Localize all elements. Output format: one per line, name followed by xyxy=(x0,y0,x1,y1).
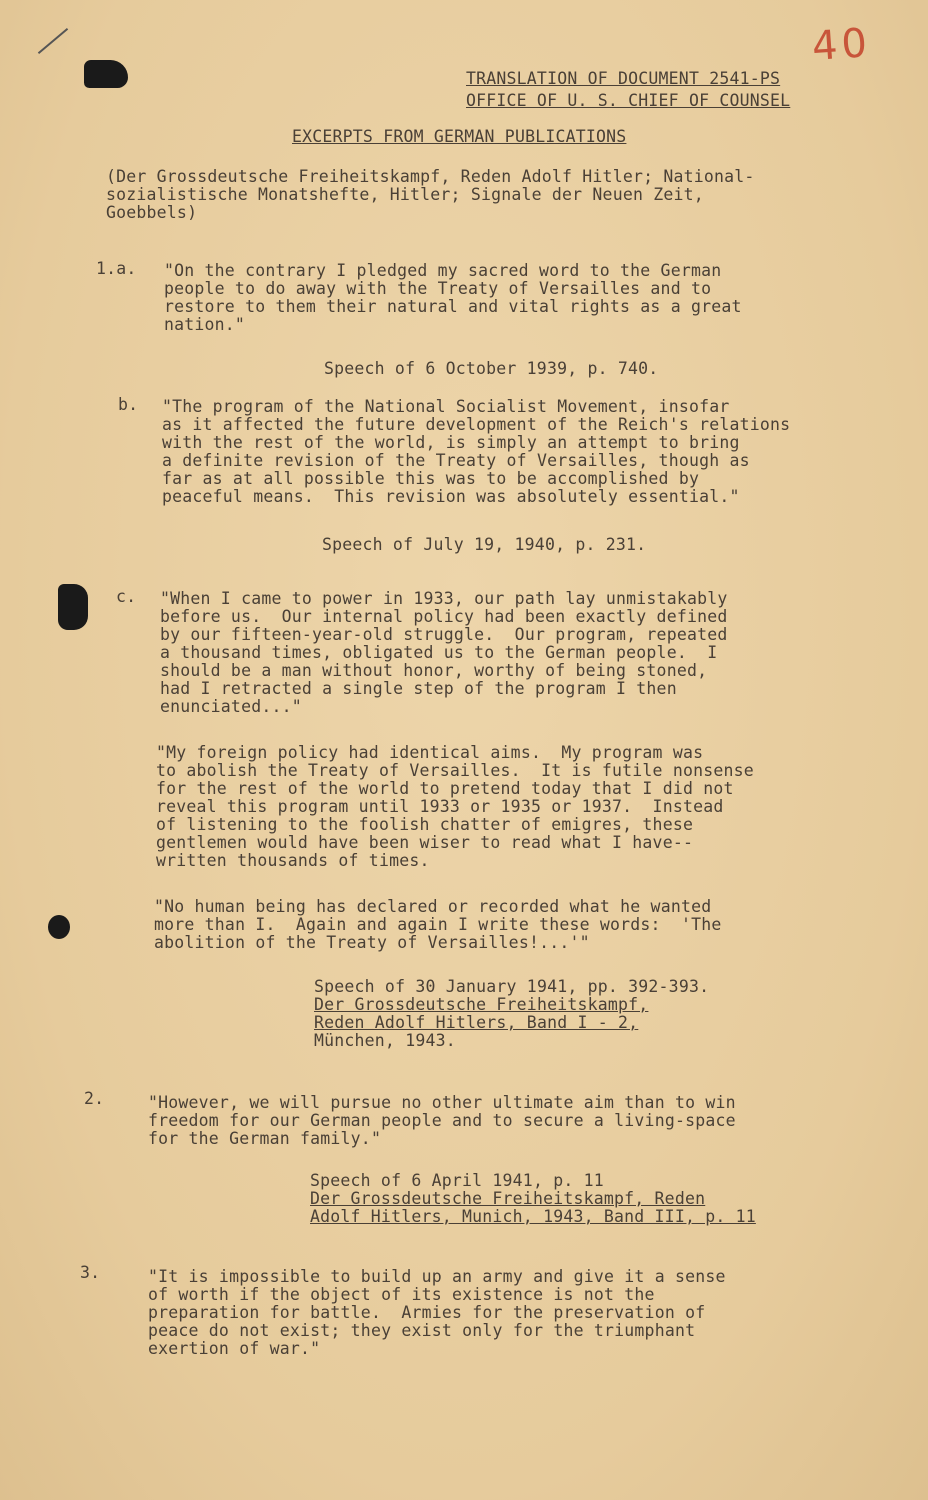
document-title: EXCERPTS FROM GERMAN PUBLICATIONS xyxy=(292,127,627,146)
citation: Speech of 6 October 1939, p. 740. xyxy=(324,359,659,378)
pencil-mark xyxy=(38,28,68,54)
citation-block xyxy=(310,1172,756,1226)
excerpt-line: had I retracted a single step of the program I then xyxy=(160,679,677,698)
sources-line: sozialistische Monatshefte, Hitler; Signale der Neuen Zeit, xyxy=(106,185,704,204)
excerpt-3-text xyxy=(148,1268,726,1358)
excerpt-line: "The program of the National Socialist Movement, insofar xyxy=(162,397,730,416)
punch-hole-top xyxy=(84,60,128,88)
excerpt-line: preparation for battle. Armies for the preservation of xyxy=(148,1303,706,1322)
excerpt-1c-paragraph-3 xyxy=(154,898,722,952)
excerpt-line: to abolish the Treaty of Versailles. It is futile nonsense xyxy=(156,761,754,780)
excerpt-line: with the rest of the world, is simply an attempt to bring xyxy=(162,433,740,452)
punch-hole-bottom xyxy=(48,915,70,939)
citation: Reden Adolf Hitlers, Band I - 2, xyxy=(314,1013,639,1032)
excerpt-line: written thousands of times. xyxy=(156,851,430,870)
excerpt-1c-text xyxy=(160,590,728,716)
header-line-1: TRANSLATION OF DOCUMENT 2541-PS xyxy=(466,69,781,88)
excerpt-line: for the rest of the world to pretend today that I did not xyxy=(156,779,734,798)
excerpt-line: nation." xyxy=(164,315,246,334)
excerpt-1a-text xyxy=(164,262,742,334)
excerpt-line: should be a man without honor, worthy of being stoned, xyxy=(160,661,708,680)
citation: Der Grossdeutsche Freiheitskampf, Reden xyxy=(310,1189,706,1208)
excerpt-label: c. xyxy=(116,587,137,606)
excerpt-label: 3. xyxy=(80,1263,101,1282)
excerpt-line: "When I came to power in 1933, our path lay unmistakably xyxy=(160,589,728,608)
excerpt-line: enunciated..." xyxy=(160,697,302,716)
citation: München, 1943. xyxy=(314,1031,456,1050)
excerpt-line: of worth if the object of its existence is not the xyxy=(148,1285,655,1304)
excerpt-line: exertion of war." xyxy=(148,1339,321,1358)
excerpt-line: "No human being has declared or recorded what he wanted xyxy=(154,897,712,916)
excerpt-line: freedom for our German people and to secure a living-space xyxy=(148,1111,736,1130)
citation: Der Grossdeutsche Freiheitskampf, xyxy=(314,995,649,1014)
excerpt-line: "However, we will pursue no other ultimate aim than to win xyxy=(148,1093,736,1112)
excerpt-line: "My foreign policy had identical aims. My program was xyxy=(156,743,704,762)
excerpt-line: far as at all possible this was to be accomplished by xyxy=(162,469,700,488)
sources-block xyxy=(106,168,755,222)
excerpt-2-text xyxy=(148,1094,736,1148)
excerpt-label: b. xyxy=(118,395,139,414)
sources-line: (Der Grossdeutsche Freiheitskampf, Reden Adolf Hitler; National- xyxy=(106,167,755,186)
excerpt-line: for the German family." xyxy=(148,1129,382,1148)
header-line-2: OFFICE OF U. S. CHIEF OF COUNSEL xyxy=(466,91,791,110)
sources-line: Goebbels) xyxy=(106,203,198,222)
excerpt-1b-text xyxy=(162,398,790,506)
citation: Adolf Hitlers, Munich, 1943, Band III, p. 11 xyxy=(310,1207,756,1226)
excerpt-line: "On the contrary I pledged my sacred word to the German xyxy=(164,261,722,280)
excerpt-line: by our fifteen-year-old struggle. Our program, repeated xyxy=(160,625,728,644)
excerpt-line: peaceful means. This revision was absolutely essential." xyxy=(162,487,740,506)
excerpt-line: more than I. Again and again I write these words: 'The xyxy=(154,915,722,934)
excerpt-label: 1.a. xyxy=(96,259,137,278)
excerpt-line: restore to them their natural and vital rights as a great xyxy=(164,297,742,316)
excerpt-line: "It is impossible to build up an army and give it a sense xyxy=(148,1267,726,1286)
punch-hole-middle xyxy=(58,584,88,630)
excerpt-line: gentlemen would have been wiser to read what I have-- xyxy=(156,833,694,852)
excerpt-line: as it affected the future development of the Reich's relations xyxy=(162,415,791,434)
excerpt-line: before us. Our internal policy had been exactly defined xyxy=(160,607,728,626)
excerpt-1c-paragraph-2 xyxy=(156,744,754,870)
citation: Speech of July 19, 1940, p. 231. xyxy=(322,535,647,554)
excerpt-line: people to do away with the Treaty of Versailles and to xyxy=(164,279,712,298)
excerpt-line: a definite revision of the Treaty of Versailles, though as xyxy=(162,451,750,470)
citation-block xyxy=(314,978,709,1050)
excerpt-label: 2. xyxy=(84,1089,105,1108)
excerpt-line: reveal this program until 1933 or 1935 or 1937. Instead xyxy=(156,797,724,816)
excerpt-line: peace do not exist; they exist only for the triumphant xyxy=(148,1321,696,1340)
citation: Speech of 6 April 1941, p. 11 xyxy=(310,1171,604,1190)
excerpt-line: abolition of the Treaty of Versailles!...'" xyxy=(154,933,590,952)
excerpt-line: of listening to the foolish chatter of emigres, these xyxy=(156,815,694,834)
citation: Speech of 30 January 1941, pp. 392-393. xyxy=(314,977,710,996)
excerpt-line: a thousand times, obligated us to the German people. I xyxy=(160,643,718,662)
page-number: 40 xyxy=(810,20,873,70)
